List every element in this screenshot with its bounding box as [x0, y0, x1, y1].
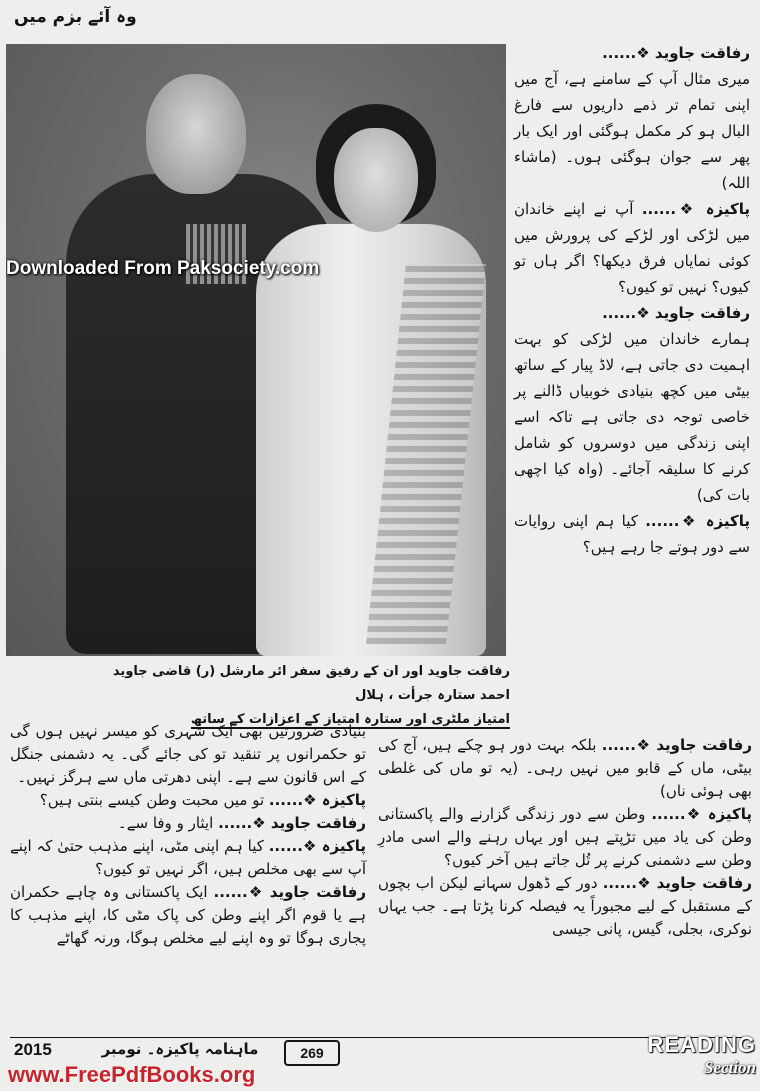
paragraph	[378, 803, 752, 872]
paragraph	[378, 734, 752, 803]
speaker-label: رفاقت جاوید ❖......	[602, 44, 750, 62]
paragraph-text: آپ نے اپنے خاندان میں لڑکی اور لڑکے کی پرورش میں کوئی نمایاں فرق دیکھا؟ اگر ہاں تو کیوں؟ نہیں تو کیوں؟	[514, 200, 750, 296]
paragraph-text: تو میں محبت وطن کیسے بنتی ہیں؟	[39, 791, 265, 809]
speaker-label: رفاقت جاوید ❖......	[601, 736, 752, 754]
speaker-label: پاکیزہ ❖......	[641, 200, 750, 218]
paragraph-text: ایثار و وفا سے۔	[117, 814, 214, 832]
paragraph	[10, 881, 366, 950]
paragraph	[10, 835, 366, 881]
paragraph	[10, 789, 366, 812]
speaker-label: رفاقت جاوید ❖......	[602, 874, 752, 892]
paragraph	[514, 196, 750, 300]
paragraph-text: میری مثال آپ کے سامنے ہے، آج میں اپنی تمام تر ذمے داریوں سے فارغ البال ہو کر مکمل ہوگئی اور ایک بار پھر سے جوان ہوگئی ہوں۔ (ماشاء اللہ)	[514, 70, 750, 192]
woman-figure	[246, 104, 496, 656]
couple-photo	[6, 44, 506, 656]
column-bottom-left	[378, 734, 752, 1034]
paragraph-text: ہمارے خاندان میں لڑکی کو بہت اہمیت دی جاتی ہے، لاڈ پیار کے ساتھ بیٹی میں کچھ بنیادی خوبیاں ڈالنے پر خاصی توجہ دی جاتی ہے تاکہ اسے اپنی زندگی میں دوسروں کو شامل کرنے کا سلیقہ آجائے۔ (واہ کیا اچھی بات کی)	[514, 330, 750, 504]
column-bottom-right	[10, 720, 366, 1032]
photo-caption	[100, 660, 510, 727]
speaker-label: پاکیزہ ❖......	[268, 837, 366, 855]
reading-section-logo	[626, 1032, 756, 1088]
column-right	[514, 40, 750, 692]
download-watermark: Downloaded From Paksociety.com	[6, 258, 320, 279]
footer-magazine-name: ماہنامہ پاکیزہ۔ نومبر	[101, 1040, 259, 1058]
paragraph	[10, 812, 366, 835]
paragraph	[10, 720, 366, 789]
speaker-label: پاکیزہ ❖......	[651, 805, 752, 823]
man-head-shape	[146, 74, 246, 194]
paragraph	[514, 326, 750, 508]
footer-year: 2015	[14, 1040, 52, 1059]
site-url-watermark: www.FreePdfBooks.org	[8, 1062, 256, 1087]
speaker-label: رفاقت جاوید ❖......	[602, 304, 750, 322]
speaker-label: پاکیزہ ❖......	[645, 512, 750, 530]
caption-line-1: رفاقت جاوید اور ان کے رفیق سفر ائر مارشل (ر) قاضی جاوید احمد ستارہ جرأت ، ہلال	[112, 664, 510, 703]
speaker-label: رفاقت جاوید ❖......	[213, 883, 366, 901]
caption-line-2: امتیاز ملٹری اور ستارہ امتیاز کے اعزازات کے ساتھ	[190, 712, 510, 727]
paragraph-text: بلکہ بہت دور ہو چکے ہیں، آج کی بیٹی، ماں کے قابو میں نہیں رہی۔ (یہ تو ماں کی غلطی بھی ہوئی ناں)	[378, 736, 752, 800]
logo-top-text: READING	[647, 1032, 756, 1057]
woman-face-shape	[334, 128, 418, 232]
speaker-label: پاکیزہ ❖......	[268, 791, 366, 809]
paragraph-text: ایک پاکستانی وہ چاہے حکمران ہے یا قوم اگر اپنے وطن کی پاک مٹی کا، اپنے مذہب کا پجاری ہوگا تو وہ اپنے لیے مخلص ہوگا، ورنہ گھاٹے	[10, 883, 366, 947]
paragraph-text: بنیادی ضرورتیں بھی ایک شہری کو میسر نہیں ہوں گی تو حکمرانوں پر تنقید تو کی جائے گی۔ یہ دشمنی جنگل کے اس قانون سے ہے۔ اپنی دھرتی ماں سے ہرگز نہیں۔	[10, 722, 366, 786]
logo-bottom-text: Section	[704, 1058, 756, 1077]
paragraph-text: دور کے ڈھول سہانے لیکن اب بچوں کے مستقبل کے لیے مجبوراً یہ فیصلہ کرنا پڑتا ہے۔ جب یہاں نوکری، بجلی، گیس، پانی جیسی	[378, 874, 752, 938]
paragraph	[514, 508, 750, 560]
paragraph-text: کیا ہم اپنی روایات سے دور ہوتے جا رہے ہیں؟	[514, 512, 750, 556]
section-tag: وہ آئے بزم میں	[14, 7, 137, 27]
paragraph-text: وطن سے دور زندگی گزارنے والے پاکستانی وطن کی یاد میں تڑپتے ہیں اور یہاں رہنے والے اسی مادرِ وطن سے دشمنی کرنے پر تُل جاتے ہیں آخر کیوں؟	[378, 805, 752, 869]
page-number: 269	[284, 1040, 340, 1066]
paragraph-text: کیا ہم اپنی مٹی، اپنے مذہب حتیٰ کہ اپنے آپ سے بھی مخلص ہیں، اگر نہیں تو کیوں؟	[10, 837, 366, 878]
paragraph	[378, 872, 752, 941]
paragraph	[514, 300, 750, 326]
speaker-label: رفاقت جاوید ❖......	[218, 814, 366, 832]
paragraph	[514, 66, 750, 196]
paragraph	[514, 40, 750, 66]
